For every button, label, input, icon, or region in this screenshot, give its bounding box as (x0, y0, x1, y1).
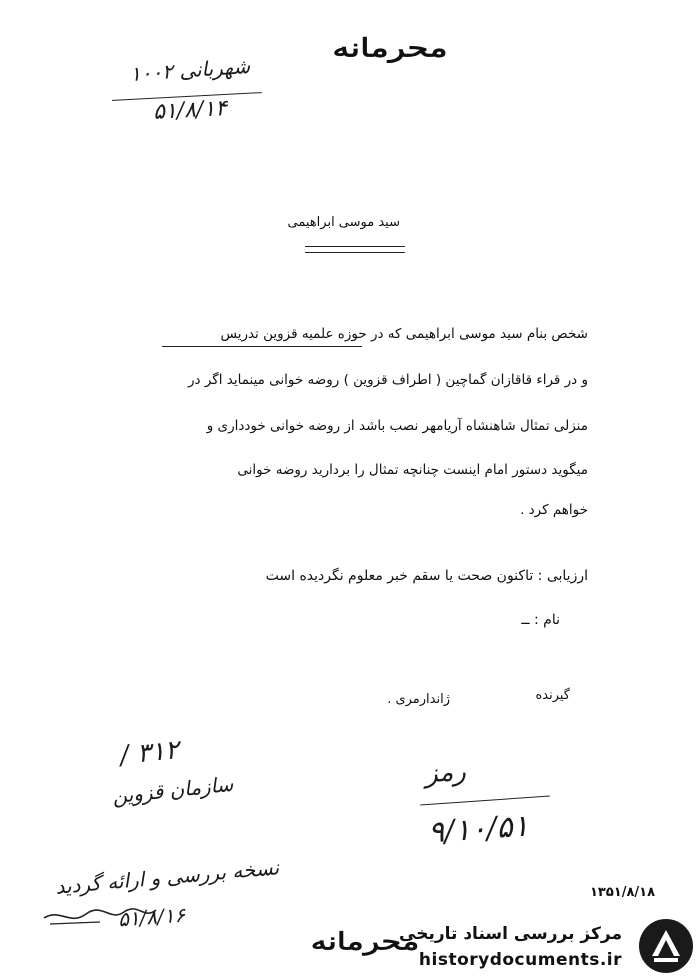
body-line-1-underline (162, 346, 362, 347)
name-line: نام : ــ (521, 612, 560, 628)
document-center-logo-icon (636, 916, 696, 976)
handwritten-bottom-note: نسخه بررسی و ارائه گردید (54, 855, 281, 899)
body-line-2: و در قراء قاقازان گماچین ( اطراف قزوین ) روضه خوانی مینماید اگر در (188, 372, 588, 388)
recipient-label: گیرنده (535, 688, 570, 703)
classification-bottom: محرمانه (310, 926, 420, 956)
printed-date: ۱۳۵۱/۸/۱۸ (590, 885, 656, 900)
watermark-site: historydocuments.ir (418, 950, 622, 970)
handwritten-signature: رمز (424, 756, 467, 790)
handwritten-left-text: سازمان قزوین (111, 771, 235, 809)
subject-underline-2 (305, 252, 405, 253)
handwritten-date-right: ۹/۱۰/۵۱ (426, 808, 530, 851)
handwritten-left-number: ۳۱۲ / (118, 735, 181, 771)
subject-heading: سید موسی ابراهیمی (287, 215, 400, 230)
classification-top: محرمانه (332, 33, 448, 63)
body-line-3: منزلی تمثال شاهنشاه آریامهر نصب باشد از روضه خوانی خودداری و (206, 418, 588, 434)
body-line-4: میگوید دستور امام اینست چنانچه تمثال را بردارید روضه خوانی (237, 462, 588, 478)
subject-underline-1 (305, 246, 405, 247)
handwritten-scribble-icon (40, 900, 160, 930)
handwritten-ref-date: ۵۱/۸/۱۴ (152, 96, 228, 125)
watermark (399, 912, 700, 978)
body-line-5: خواهم کرد . (520, 502, 588, 518)
handwritten-bottom-date: ۵۱/۸/۱۶ (117, 902, 186, 932)
recipient-value: ژاندارمری . (387, 692, 450, 707)
watermark-org-name: مرکز بررسی اسناد تاریخی (399, 924, 622, 944)
handwritten-ref-number: شهربانی ۱۰۰۲ (129, 53, 251, 87)
body-line-1: شخص بنام سید موسی ابراهیمی که در حوزه علمیه قزوین تدریس (220, 326, 588, 342)
signature-line (420, 795, 550, 805)
evaluation-line: ارزیابی : تاکنون صحت یا سقم خبر معلوم نگردیده است (265, 568, 588, 584)
